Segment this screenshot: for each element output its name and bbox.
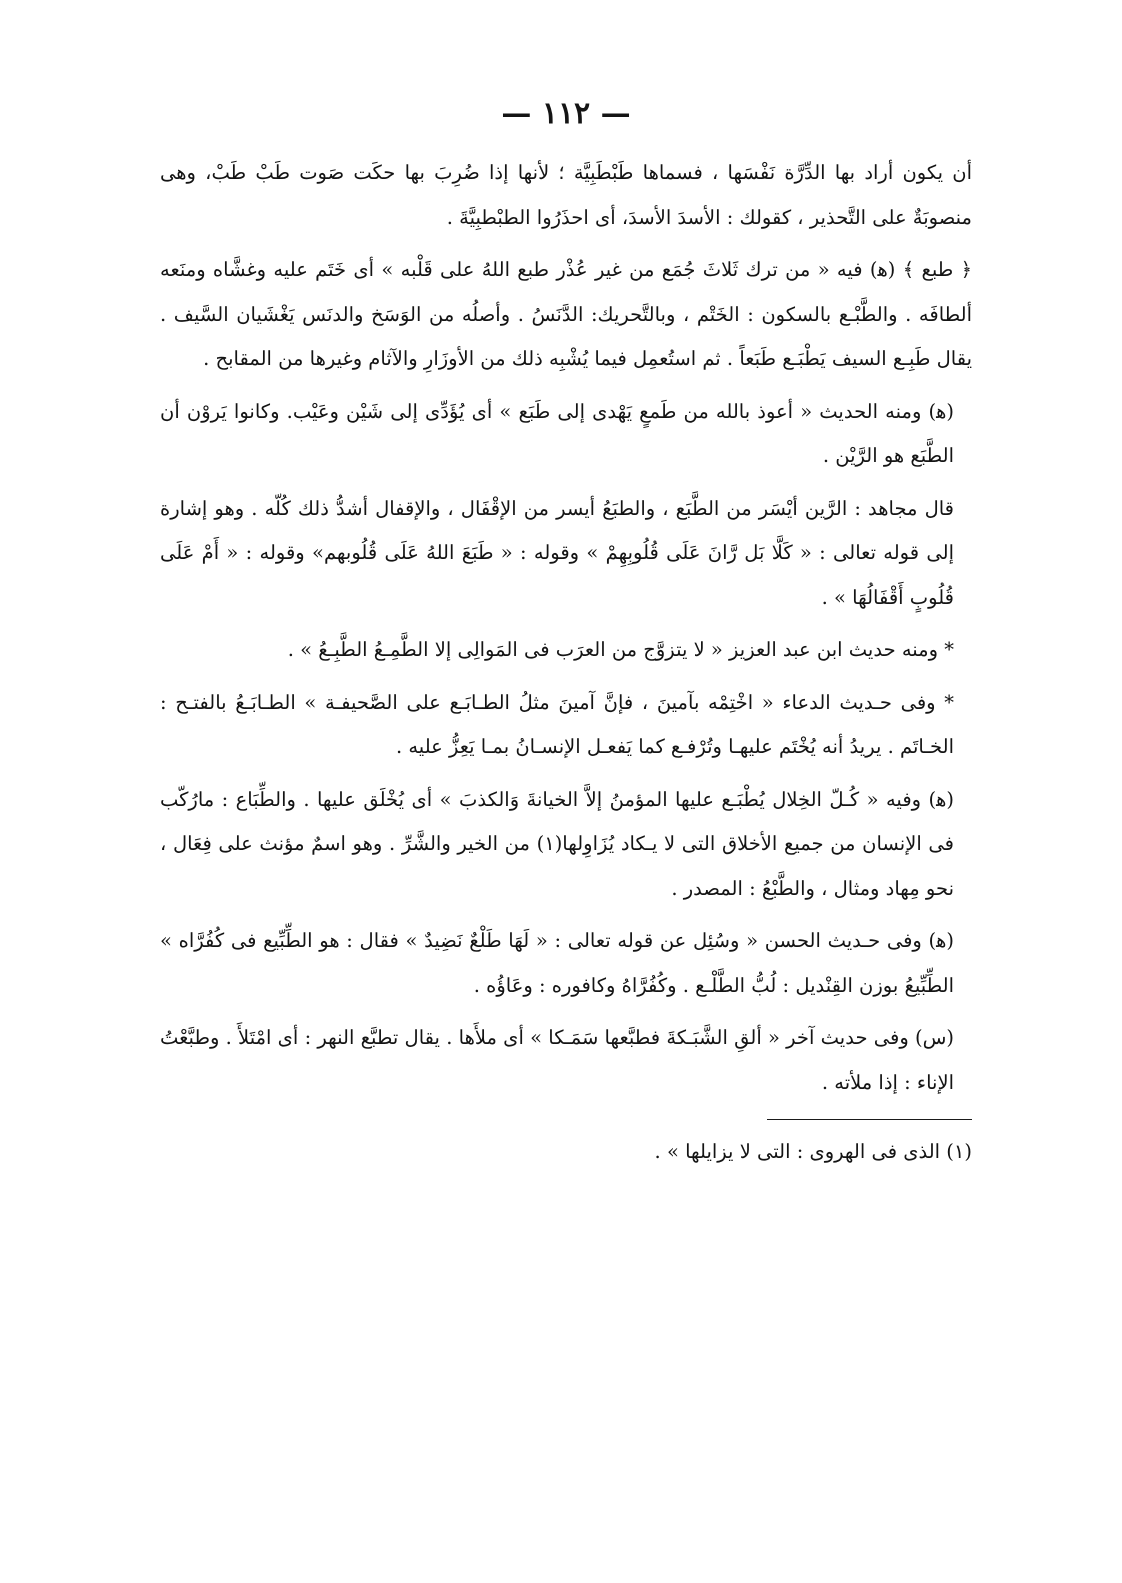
body-text xyxy=(160,151,972,1105)
paragraph-tabtabiyya: أن يكون أراد بها الدِّرَّة نَفْسَها ، فسماها طَبْطَبِيَّة ؛ لأنها إذا ضُرِبَ بها حكَت صَوت طَبْ طَبْ، وهى منصوبَةٌ على التَّحذير ، كقولك : الأسدَ الأسدَ، أى احذَرُوا الطبْطبِيَّةَ . xyxy=(160,161,972,229)
footnote-divider xyxy=(767,1119,972,1120)
paragraph-mujahid: قال مجاهد : الرَّين أيْسَر من الطَّبَع ، والطبَعُ أيسر من الإقْفَال ، والإقفال أشدُّ ذلك كُلّه . وهو إشارة إلى قوله تعالى : « كَلَّا بَل رَّانَ عَلَى قُلُوبِهِمْ » وقوله : « طَبَعَ اللهُ عَلَى قُلُوبهم» وقوله : « أَمْ عَلَى قُلُوبٍ أَقْفَالُهَا » . xyxy=(160,496,954,609)
paragraph-hasan: (ﻫ) وفى حـديث الحسن « وسُئِل عن قوله تعالى : « لَهَا طَلْعٌ نَضِيدٌ » فقال : هو الطِّبِّيع فى كُفُرَّاه » الطِّبِّيعُ بوزن القِنْديل : لُبُّ الطَّلْـع . وكُفُرَّاهُ وكافوره : وعَاؤُه . xyxy=(160,929,954,997)
page-number: — ١١٢ — xyxy=(501,96,631,131)
paragraph-dua: * وفى حـديث الدعاء « اخْتِمْه بآمينَ ، فإنَّ آمينَ مثلُ الطـابَـع على الصَّحيفـة » الطـابَـعُ بالفتـح : الخـاتَم . يريدُ أنه يُخْتَم عليهـا وتُرْفـع كما يَفعـل الإنسـانُ بمـا يَعِزُّ عليه . xyxy=(160,690,954,758)
paragraph-ibn-abd-alaziz: * ومنه حديث ابن عبد العزيز « لا يتزوَّج من العرَب فى المَوالِى إلا الطَّمِـعُ الطَّبِـعُ » . xyxy=(287,638,954,661)
footnote: (١) الذى فى الهروى : التى لا يزايلها » . xyxy=(654,1140,972,1163)
book-page xyxy=(160,96,972,1172)
paragraph-entry-tab: ﴿ طبع ﴾ (ﻫ) فيه « من ترك ثَلاثَ جُمَع من غير عُذْر طبع اللهُ على قَلْبه » أى خَتَم عليه وغشَّاه ومنَعه ألطافَه . والطَّبْـع بالسكون : الخَتْم ، وبالتَّحريك: الدَّنَسُ . وأصلُه من الوَسَخ والدنَس يَغْشَيان السَّيف . يقال طَبِـع السيف يَطْبَـع طَبَعاً . ثم استُعمِل فيما يُشْبِه ذلك من الأوزَارِ والآثام وغيرها من المقابح . xyxy=(160,258,972,370)
paragraph-hadith-tama: (ﻫ) ومنه الحديث « أعوذ بالله من طَمعٍ يَهْدى إلى طَبَع » أى يُؤَدِّى إلى شَيْن وعَيْب. وكانوا يَروْن أن الطَّبَع هو الرَّيْن . xyxy=(160,399,954,467)
paragraph-khilal: (ﻫ) وفيه « كُـلّ الخِلال يُطْبَـع عليها المؤمنُ إلاَّ الخيانةَ وَالكذبَ » أى يُخْلَق عليها . والطِّبَاع : مارُكّب فى الإنسان من جميع الأخلاق التى لا يـكاد يُزَاوِلها(١) من الخير والشَّرِّ . وهو اسمٌ مؤنث على فِعَال ، نحو مِهاد ومثال ، والطَّبْعُ : المصدر . xyxy=(160,787,954,900)
paragraph-shabaka: (س) وفى حديث آخر « ألقِ الشَّبَـكةَ فطبَّعها سَمَـكا » أى ملأَها . يقال تطبَّع النهر : أى امْتَلأَ . وطبَّعْتُ الإناء : إذا ملأته . xyxy=(160,1026,954,1094)
